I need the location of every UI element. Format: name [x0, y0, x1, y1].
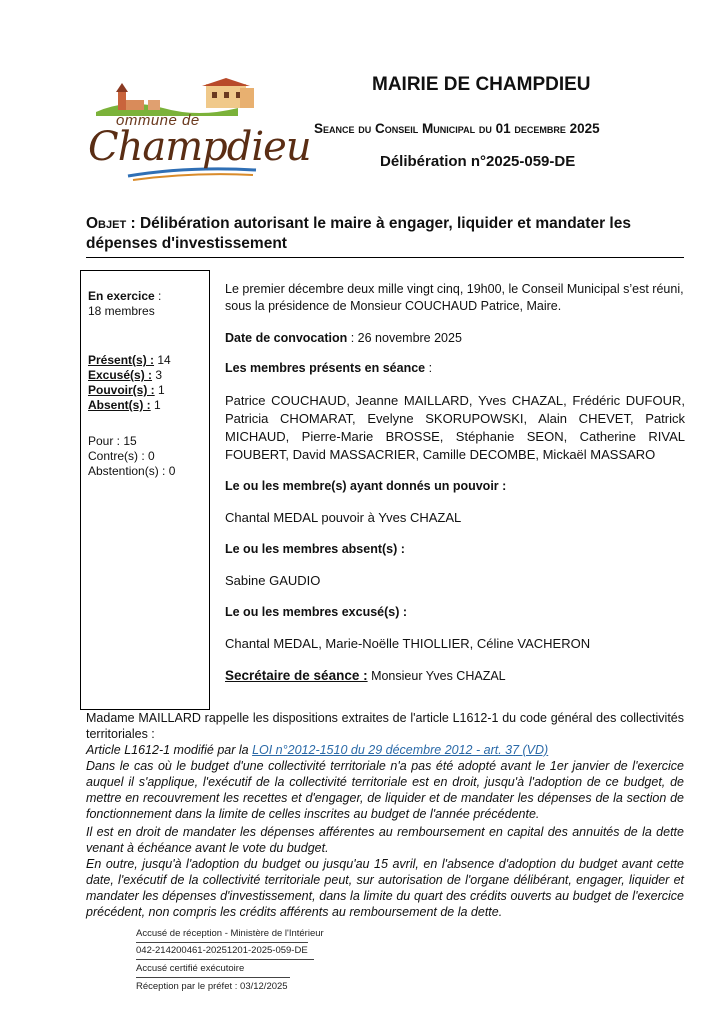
- presents-heading: [225, 360, 685, 377]
- seance-text: Seance du Conseil Municipal du 01 decembre 2025: [314, 121, 600, 136]
- exercice-block: [88, 289, 161, 319]
- vote-pour: Pour : 15: [88, 434, 137, 448]
- logo-commune-text: ommune de: [116, 112, 200, 129]
- presents-heading-text: Les membres présents en séance: [225, 361, 426, 375]
- presents-heading-sep: :: [425, 361, 433, 375]
- body-intro-paragraph: Madame MAILLARD rappelle les dispositions extraites de l'article L1612-1 du code général des collectivités territoriales :: [86, 711, 684, 741]
- absents-heading: Le ou les membres absent(s) :: [225, 542, 405, 556]
- vote-block: [88, 434, 175, 479]
- loi-link[interactable]: LOI n°2012-1510 du 29 décembre 2012 - art. 37 (VD): [252, 743, 549, 757]
- secretaire-value: Monsieur Yves CHAZAL: [367, 669, 506, 683]
- secretaire-label: Secrétaire de séance :: [225, 668, 368, 683]
- objet-divider: [86, 257, 684, 258]
- secretaire-line: [225, 667, 685, 685]
- stamp-line-2: 042-214200461-20251201-2025-059-DE: [136, 945, 308, 956]
- mairie-title: MAIRIE DE CHAMPDIEU: [372, 74, 591, 95]
- convocation-line: [225, 330, 685, 347]
- excuse-value: 3: [152, 368, 163, 382]
- objet-label: Objet: [86, 215, 127, 232]
- pouvoir-list: Chantal MEDAL pouvoir à Yves CHAZAL: [225, 510, 462, 525]
- stamp-line-1: Accusé de réception - Ministère de l'Intérieur: [136, 928, 324, 939]
- stamp-line-3: Accusé certifié exécutoire: [136, 963, 245, 974]
- excuses-heading: Le ou les membres excusé(s) :: [225, 605, 408, 619]
- pouvoir-label: Pouvoir(s) :: [88, 383, 155, 397]
- exercice-value: 18 membres: [88, 304, 155, 318]
- exercice-label: En exercice: [88, 289, 155, 303]
- pouvoir-value: 1: [154, 383, 165, 397]
- deliberation-number: Délibération n°2025-059-DE: [380, 153, 576, 170]
- pouvoir-heading: Le ou les membre(s) ayant donnés un pouvoir :: [225, 479, 507, 493]
- intro-paragraph: Le premier décembre deux mille vingt cinq, 19h00, le Conseil Municipal s’est réuni, sous la présidence de Monsieur COUCHAUD Patrice, Maire.: [225, 282, 684, 313]
- seance-heading: [314, 121, 600, 136]
- convocation-label: Date de convocation: [225, 331, 348, 345]
- absent-label: Absent(s) :: [88, 398, 151, 412]
- article-paragraph-2: Il est en droit de mandater les dépenses afférentes au remboursement en capital des annuités de la dette venant à échéance avant le vote du budget.: [86, 825, 684, 855]
- excuses-list: Chantal MEDAL, Marie-Noëlle THIOLLIER, Céline VACHERON: [225, 636, 591, 651]
- objet-text: : Délibération autorisant le maire à engager, liquider et mandater les dépenses d'investissement: [86, 215, 631, 252]
- present-value: 14: [154, 353, 171, 367]
- absents-list: Sabine GAUDIO: [225, 573, 321, 588]
- objet-heading: [86, 214, 686, 254]
- exercice-sep: :: [154, 289, 162, 303]
- commune-logo: [88, 78, 311, 183]
- stamp-rule-2: [136, 959, 314, 960]
- logo-champdieu-text: Champdieu: [88, 124, 311, 170]
- stamp-rule-1: [136, 942, 308, 943]
- article-paragraph-1: Dans le cas où le budget d'une collectivité territoriale n'a pas été adopté avant le 1er janvier de l'exercice auquel il s'applique, l'exécutif de la collectivité territoriale est en droit, jusqu'à l'adoption de ce budget, de mettre en recouvrement les recettes et d'engager, de liquider et de mandater les dépenses de la section de fonctionnement dans la limite de celles inscrites au budget de l'année précédente.: [86, 759, 684, 821]
- vote-contre: Contre(s) : 0: [88, 449, 155, 463]
- convocation-value: : 26 novembre 2025: [347, 331, 462, 345]
- present-label: Présent(s) :: [88, 353, 155, 367]
- vote-summary-box: [80, 270, 210, 710]
- stamp-rule-3: [136, 977, 290, 978]
- vote-abstention: Abstention(s) : 0: [88, 464, 176, 478]
- excuse-label: Excusé(s) :: [88, 368, 153, 382]
- attendance-block: [88, 353, 171, 413]
- article-reference: [86, 742, 684, 758]
- absent-value: 1: [150, 398, 161, 412]
- presents-list: Patrice COUCHAUD, Jeanne MAILLARD, Yves CHAZAL, Frédéric DUFOUR, Patricia CHOMARAT, Evelyne SKORUPOWSKI, Alain CHEVET, Patrick MICHAUD, Pierre-Marie BROSSE, Stéphanie SEON, Catherine RIVAL FOUBERT, David MASSACRIER, Camille DECOMBE, Mickaël MASSARO: [225, 393, 685, 462]
- stamp-line-4: Réception par le préfet : 03/12/2025: [136, 981, 288, 992]
- article-paragraph-3: En outre, jusqu'à l'adoption du budget ou jusqu'au 15 avril, en l'absence d'adoption du budget avant cette date, l'exécutif de la collectivité territoriale peut, sur autorisation de l'organe délibérant, engager, liquider et mandater les dépenses d'investissement, dans la limite du quart des crédits ouverts au budget de l'exercice précédent, non compris les crédits afférents au remboursement de la dette.: [86, 857, 684, 919]
- article-prefix: Article L1612-1 modifié par la: [86, 743, 253, 757]
